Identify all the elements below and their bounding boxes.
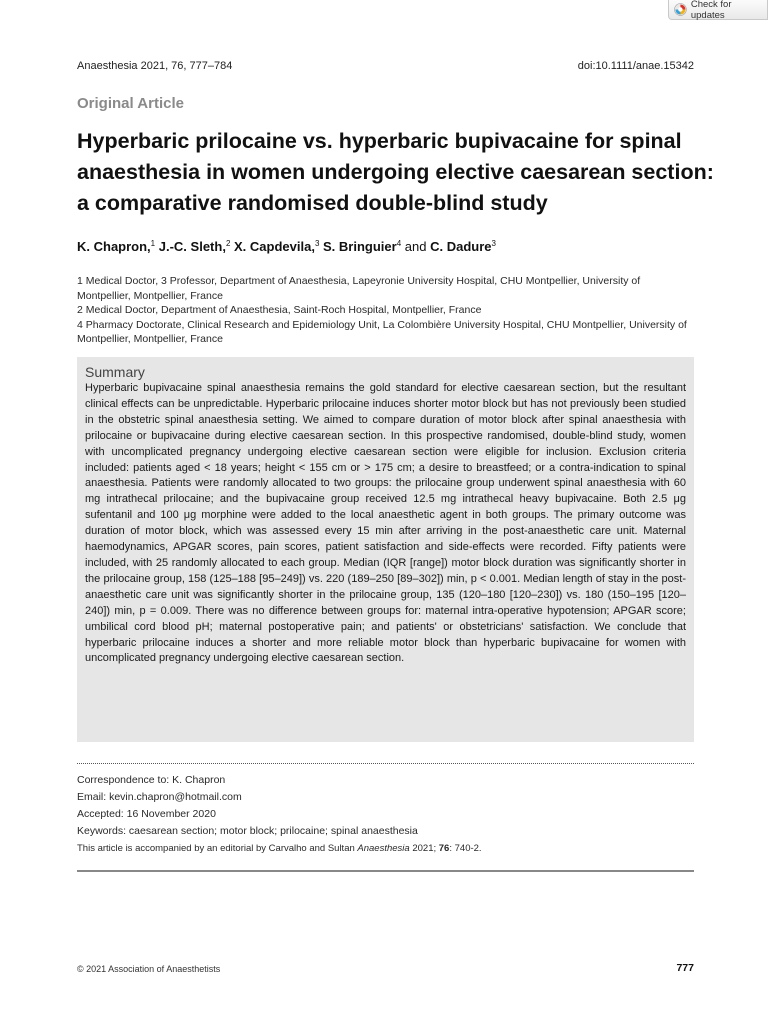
author-affiliation-mark: 3	[314, 239, 320, 248]
editorial-volume: 76	[438, 843, 450, 854]
author-list	[77, 239, 496, 254]
check-for-updates-icon	[674, 3, 687, 16]
accepted-date: Accepted: 16 November 2020	[77, 808, 216, 820]
editorial-journal: Anaesthesia	[357, 843, 410, 854]
author-conjunction: and	[404, 239, 427, 254]
journal-citation: Anaesthesia 2021, 76, 777–784	[77, 60, 233, 72]
affiliation-line: 1 Medical Doctor, 3 Professor, Department of Anaesthesia, Lapeyronie University Hospital, CHU Montpellier, University of Montpellier, Montpellier, France	[77, 275, 641, 302]
editorial-prefix: This article is accompanied by an editorial by Carvalho and Sultan	[77, 843, 358, 854]
author-name[interactable]: X. Capdevila,	[234, 239, 315, 254]
doi-link[interactable]: doi:10.1111/anae.15342	[577, 60, 694, 72]
affiliations	[77, 274, 693, 347]
correspondence-block	[77, 772, 694, 857]
copyright-notice: © 2021 Association of Anaesthetists	[77, 964, 221, 974]
check-for-updates-label: Check for updates	[690, 0, 732, 21]
author-name[interactable]: C. Dadure	[430, 239, 492, 254]
summary-text: Hyperbaric bupivacaine spinal anaesthesia remains the gold standard for elective caesarean section, but the resultant clinical effects can be unpredictable. Hyperbaric prilocaine induces shorter motor block but has not previously been studied in the obstetric spinal anaesthesia setting. We aimed to compare duration of motor block after spinal anaesthesia with prilocaine or bupivacaine during elective caesarean section. In this prospective randomised, double-blind study, women with uncomplicated pregnancy undergoing elective caesarean section were eligible for inclusion. Exclusion criteria included: patients aged < 18 years; height < 155 cm or > 175 cm; a desire to breastfeed; or a contra-indication to spinal anaesthesia. Patients were randomly allocated to two groups: the prilocaine group underwent spinal anaesthesia with 60 mg intrathecal prilocaine; and the bupivacaine group received 12.5 mg intrathecal heavy bupivacaine. Both 2.5 μg sufentanil and 100 μg morphine were added to the local anaesthetic agent in both groups. The primary outcome was duration of motor block, which was assessed every 15 min after arriving in the post-anaesthetic care unit. Maternal haemodynamics, APGAR scores, pain scores, patient satisfaction and side-effects were recorded. Fifty patients were included, with 25 randomly allocated to each group. Median (IQR [range]) motor block duration was significantly shorter in the prilocaine group, 158 (125–188 [95–249]) vs. 220 (189–250 [89–302]) min, p < 0.001. Median length of stay in the post-anaesthetic care unit was significantly shorter in the prilocaine group, 135 (120–180 [120–230]) vs. 180 (150–195 [120–240]) min, p = 0.009. There was no difference between groups for: maternal intra-operative hypotension; APGAR score; umbilical cord blood pH; maternal postoperative pain; and patients' or obstetricians' satisfaction. We conclude that hyperbaric prilocaine induces a shorter and more reliable motor block than hyperbaric bupivacaine for women with uncomplicated pregnancy undergoing elective caesarean section.	[85, 382, 686, 665]
solid-divider	[77, 870, 694, 872]
author-affiliation-mark: 3	[491, 239, 496, 248]
check-for-updates-button[interactable]	[668, 0, 768, 20]
article-title: Hyperbaric prilocaine vs. hyperbaric bupivacaine for spinal anaesthesia in women undergoing elective caesarean section: a comparative randomised double-blind study	[77, 129, 714, 215]
summary-box	[77, 357, 694, 742]
page-number: 777	[676, 962, 694, 974]
keywords: Keywords: caesarean section; motor block; prilocaine; spinal anaesthesia	[77, 825, 418, 837]
summary-heading: Summary	[85, 364, 145, 380]
author-affiliation-mark: 4	[396, 239, 402, 248]
affiliation-line: 4 Pharmacy Doctorate, Clinical Research and Epidemiology Unit, La Colombière University Hospital, CHU Montpellier, University of Montpellier, Montpellier, France	[77, 318, 687, 345]
author-name[interactable]: S. Bringuier	[323, 239, 397, 254]
correspondence-to: Correspondence to: K. Chapron	[77, 774, 226, 786]
editorial-year: 2021;	[409, 843, 439, 854]
running-header	[77, 60, 694, 72]
author-affiliation-mark: 1	[150, 239, 156, 248]
author-name[interactable]: J.-C. Sleth,	[158, 239, 226, 254]
dotted-divider	[77, 763, 694, 764]
author-affiliation-mark: 2	[225, 239, 231, 248]
article-type: Original Article	[77, 95, 184, 112]
affiliation-line: 2 Medical Doctor, Department of Anaesthesia, Saint-Roch Hospital, Montpellier, France	[77, 304, 482, 316]
correspondence-email[interactable]: Email: kevin.chapron@hotmail.com	[77, 791, 242, 803]
editorial-note	[77, 840, 694, 857]
author-name[interactable]: K. Chapron,	[77, 239, 151, 254]
editorial-pages: : 740-2.	[449, 843, 482, 854]
